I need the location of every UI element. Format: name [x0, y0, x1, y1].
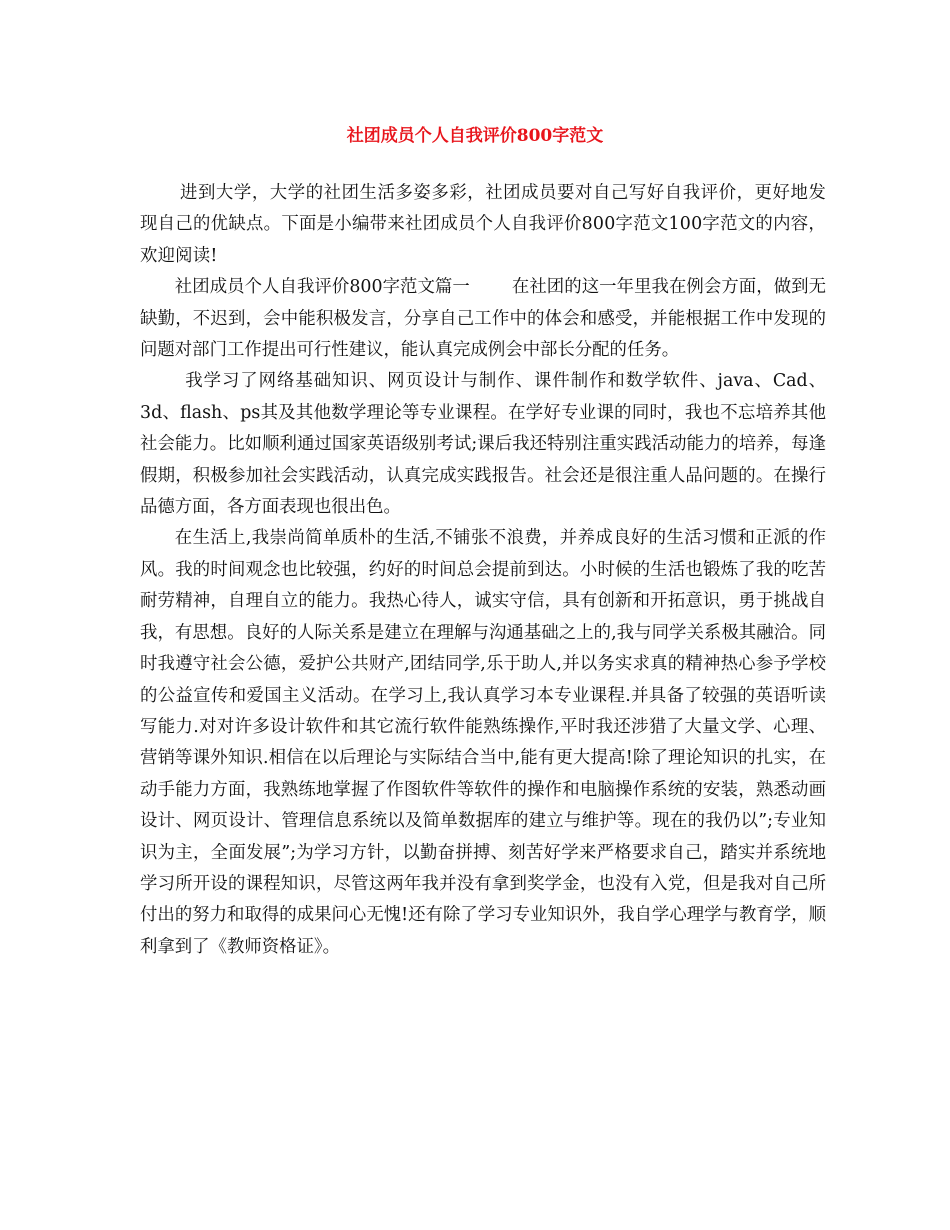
paragraph-intro: 进到大学，大学的社团生活多姿多彩，社团成员要对自己写好自我评价，更好地发现自己的优缺点。下面是小编带来社团成员个人自我评价800字范文100字范文的内容，欢迎阅读!	[140, 183, 826, 266]
paragraph-section-one	[140, 272, 826, 366]
document-body	[140, 178, 826, 963]
document-title: 社团成员个人自我评价800字范文	[346, 126, 604, 146]
section-heading: 社团成员个人自我评价800字范文篇一	[174, 277, 470, 298]
paragraph-meeting: 在社团的这一年里我在例会方面，做到无缺勤，不迟到，会中能积极发言，分享自己工作中的体会和感受，并能根据工作中发现的问题对部门工作提出可行性建议，能认真完成例会中部长分配的任务。	[140, 277, 826, 361]
paragraph-life: 在生活上,我崇尚简单质朴的生活,不铺张不浪费，并养成良好的生活习惯和正派的作风。我的时间观念也比较强，约好的时间总会提前到达。小时候的生活也锻炼了我的吃苦耐劳精神，自理自立的能力。我热心待人，诚实守信，具有创新和开拓意识，勇于挑战自我，有思想。良好的人际关系是建立在理解与沟通基础之上的,我与同学关系极其融洽。同时我遵守社会公德，爱护公共财产,团结同学,乐于助人,并以务实求真的精神热心参予学校的公益宣传和爱国主义活动。在学习上,我认真学习本专业课程.并具备了较强的英语听读写能力.对对许多设计软件和其它流行软件能熟练操作,平时我还涉猎了大量文学、心理、营销等课外知识.相信在以后理论与实际结合当中,能有更大提高!除了理论知识的扎实，在动手能力方面，我熟练地掌握了作图软件等软件的操作和电脑操作系统的安装，熟悉动画设计、网页设计、管理信息系统以及简单数据库的建立与维护等。现在的我仍以”;专业知识为主，全面发展”;为学习方针，以勤奋拼搏、刻苦好学来严格要求自己，踏实并系统地学习所开设的课程知识，尽管这两年我并没有拿到奖学金，也没有入党，但是我对自己所付出的努力和取得的成果问心无愧!还有除了学习专业知识外，我自学心理学与教育学，顺利拿到了《教师资格证》。	[140, 528, 826, 957]
paragraph-study: 我学习了网络基础知识、网页设计与制作、课件制作和数学软件、java、Cad、3d、flash、ps其及其他数学理论等专业课程。在学好专业课的同时，我也不忘培养其他社会能力。比如顺利通过国家英语级别考试;课后我还特别注重实践活动能力的培养，每逢假期，积极参加社会实践活动，认真完成实践报告。社会还是很注重人品问题的。在操行品德方面，各方面表现也很出色。	[140, 371, 826, 518]
